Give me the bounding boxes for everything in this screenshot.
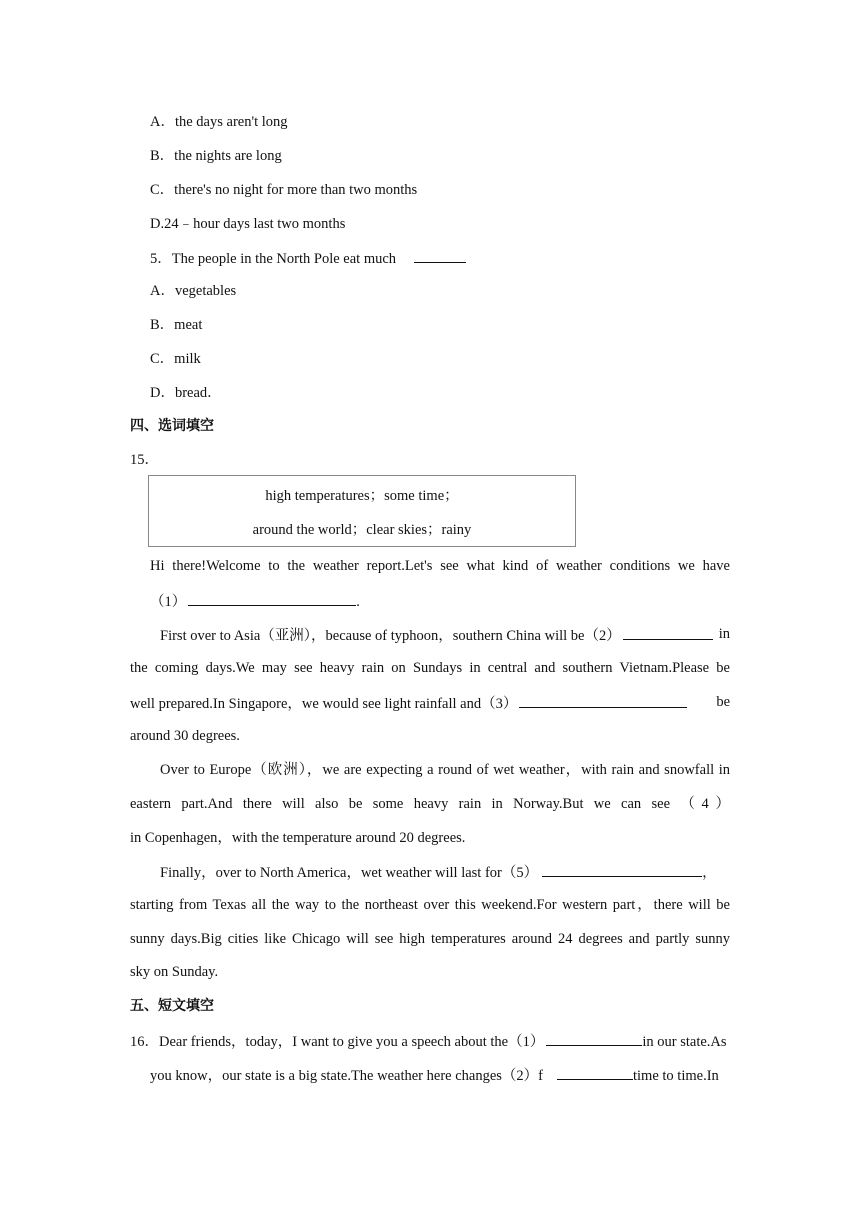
- q5-option-b[interactable]: B．meat: [150, 317, 203, 333]
- answer-blank-1[interactable]: [188, 590, 356, 606]
- q16-text: time to time.In: [633, 1068, 719, 1084]
- passage-punct: .: [356, 594, 360, 610]
- q4-option-d[interactable]: D.24﹣hour days last two months: [150, 216, 346, 232]
- passage-line: [130, 692, 730, 714]
- passage-text: in: [718, 626, 730, 642]
- q16-text: in our state.As: [642, 1034, 727, 1050]
- passage-line: in Copenhagen，with the temperature around 20 degrees.: [130, 830, 466, 846]
- passage-text: well prepared.In Singapore，we would see light rainfall and（3）: [130, 696, 518, 712]
- passage-punct: ，: [702, 865, 717, 881]
- q16-answer-blank-2[interactable]: [557, 1064, 633, 1080]
- passage-line: [160, 861, 717, 883]
- passage-line: [160, 624, 730, 646]
- answer-blank-3[interactable]: [519, 692, 687, 708]
- passage-line: around 30 degrees.: [130, 728, 240, 744]
- q4-option-b[interactable]: B．the nights are long: [150, 148, 282, 164]
- question-number-15: 15．: [130, 452, 159, 468]
- q16-answer-blank-1[interactable]: [546, 1030, 642, 1046]
- section5-title: 五、短文填空: [130, 998, 214, 1014]
- section4-title: 四、选词填空: [130, 418, 214, 434]
- q5-answer-blank[interactable]: [414, 247, 466, 263]
- q5-option-c[interactable]: C．milk: [150, 351, 201, 367]
- q5-option-a[interactable]: A．vegetables: [150, 283, 237, 299]
- q5-stem: [150, 247, 466, 269]
- word-bank-box: [148, 475, 576, 547]
- word-bank-line-2: around the world；clear skies；rainy: [252, 522, 472, 538]
- passage-line: eastern part.And there will also be some heavy rain in Norway.But we can see （4）: [130, 796, 730, 812]
- passage-line: starting from Texas all the way to the northeast over this weekend.For western part，there will be: [130, 897, 730, 913]
- passage-text: Finally，over to North America，wet weather will last for（5）: [160, 865, 539, 881]
- q4-option-a[interactable]: A．the days aren't long: [150, 114, 288, 130]
- blank-number-1: （1）: [150, 594, 187, 610]
- q16-line: [130, 1030, 727, 1052]
- word-bank-line-1: high temperatures；some time；: [265, 488, 459, 504]
- q5-option-d[interactable]: D．bread．: [150, 385, 222, 401]
- q16-line: [150, 1064, 719, 1086]
- passage-text: be: [716, 694, 730, 710]
- passage-line: [150, 590, 360, 612]
- answer-blank-2[interactable]: [623, 624, 713, 640]
- q5-stem-text: 5．The people in the North Pole eat much: [150, 251, 397, 267]
- answer-blank-5[interactable]: [542, 861, 702, 877]
- passage-line: sunny days.Big cities like Chicago will see high temperatures around 24 degrees and partly sunny: [130, 931, 730, 947]
- passage-line: Over to Europe（欧洲），we are expecting a round of wet weather，with rain and snowfall in: [160, 762, 730, 778]
- q16-text: you know，our state is a big state.The weather here changes（2）f: [150, 1068, 543, 1084]
- q4-option-c[interactable]: C．there's no night for more than two months: [150, 182, 418, 198]
- passage-text: First over to Asia（亚洲），because of typhoon，southern China will be（2）: [160, 628, 621, 644]
- passage-line: sky on Sunday.: [130, 964, 219, 980]
- passage-line: the coming days.We may see heavy rain on Sundays in central and southern Vietnam.Please be: [130, 660, 730, 676]
- q16-text: 16．Dear friends，today，I want to give you a speech about the（1）: [130, 1034, 545, 1050]
- passage-line: Hi there!Welcome to the weather report.Let's see what kind of weather conditions we have: [150, 558, 730, 574]
